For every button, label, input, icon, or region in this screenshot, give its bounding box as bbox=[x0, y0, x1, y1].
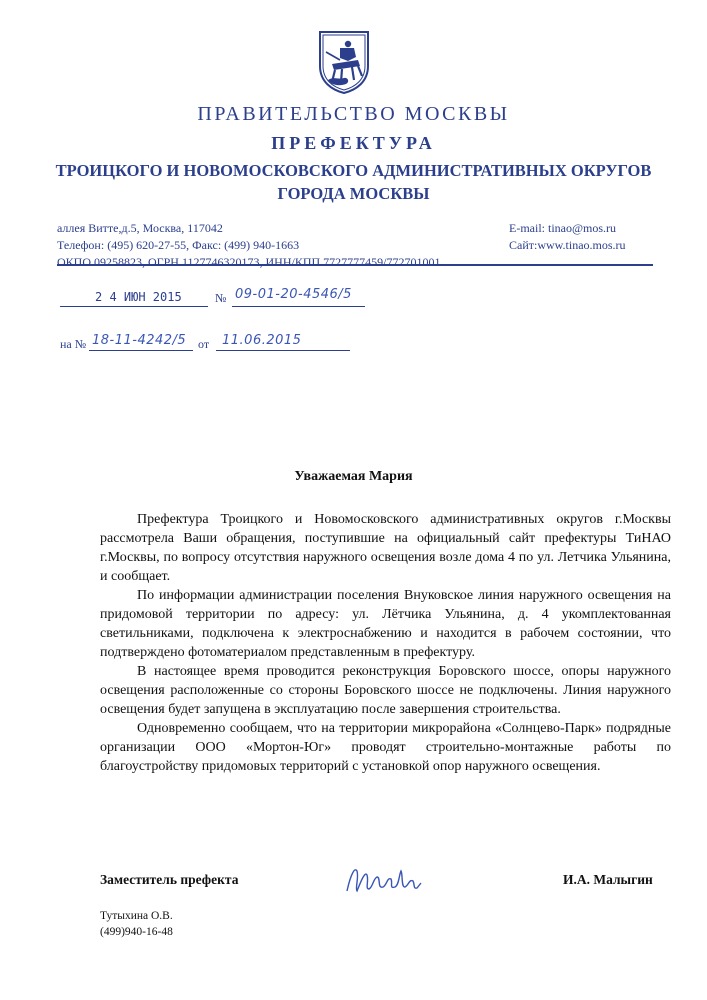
reply-label: на № bbox=[60, 337, 87, 351]
greeting: Уважаемая Мария bbox=[294, 469, 413, 484]
reply-date-underline bbox=[216, 350, 350, 351]
reply-date: 11.06.2015 bbox=[222, 333, 302, 348]
registration-date: 2 4 ИЮН 2015 bbox=[95, 290, 182, 304]
address: аллея Витте,д.5, Москва, 117042 bbox=[57, 221, 223, 235]
handwritten-signature bbox=[343, 861, 425, 897]
email: E-mail: tinao@mos.ru bbox=[509, 221, 617, 235]
phone-fax: Телефон: (495) 620-27-55, Факс: (499) 940-1663 bbox=[57, 238, 300, 252]
moscow-coat-of-arms-icon bbox=[318, 30, 370, 94]
registration-number: 09-01-20-4546/5 bbox=[235, 287, 352, 302]
signatory-name: И.А. Малыгин bbox=[563, 872, 653, 887]
prefecture-title: ПРЕФЕКТУРА bbox=[271, 133, 436, 153]
registry-codes: ОКПО 09258823, ОГРН 1127746320173, ИНН/КПП 7727777459/772701001 bbox=[57, 255, 441, 269]
header-divider bbox=[57, 264, 653, 266]
from-label: от bbox=[198, 337, 210, 351]
paragraph: Одновременно сообщаем, что на территории микрорайона «Солнцево-Парк» подрядные организации ООО «Мортон-Юг» проводят строительно-монтажные работы по благоустройству придомовых территорий с установкой опор наружного освещения. bbox=[100, 721, 671, 774]
government-title: ПРАВИТЕЛЬСТВО МОСКВЫ bbox=[197, 103, 510, 125]
reply-number-underline bbox=[89, 350, 193, 351]
paragraph: По информации администрации поселения Внуковское линия наружного освещения на придомовой территории по адресу: ул. Лётчика Ульянина, д. 4 укомплектованная светильниками, подключена к электроснабжению и находится в рабочем состоянии, что подтверждено фотоматериалом представленным в префектуру. bbox=[100, 588, 671, 660]
website: Сайт:www.tinao.mos.ru bbox=[509, 238, 626, 252]
reply-number: 18-11-4242/5 bbox=[92, 333, 187, 348]
signatory-title: Заместитель префекта bbox=[100, 872, 239, 887]
number-underline bbox=[232, 306, 365, 307]
executor-info bbox=[100, 908, 173, 940]
districts-title-line2: ГОРОДА МОСКВЫ bbox=[277, 184, 430, 203]
letter-body bbox=[100, 510, 671, 776]
date-underline bbox=[60, 306, 208, 307]
districts-title-line1: ТРОИЦКОГО И НОВОМОСКОВСКОГО АДМИНИСТРАТИВНЫХ ОКРУГОВ bbox=[55, 161, 652, 180]
number-label: № bbox=[215, 291, 227, 305]
executor-phone: (499)940-16-48 bbox=[100, 926, 173, 938]
paragraph: Префектура Троицкого и Новомосковского административных округов г.Москвы рассмотрела Ваши обращения, поступившие на официальный сайт префектуры ТиНАО г.Москвы, по вопросу отсутствия наружного освещения возле дома 4 по ул. Летчика Ульянина, и сообщает. bbox=[100, 512, 671, 584]
executor-name: Тутыхина О.В. bbox=[100, 910, 173, 922]
paragraph: В настоящее время проводится реконструкция Боровского шоссе, опоры наружного освещения расположенные со стороны Боровского шоссе не подключены. Линия наружного освещения будет запущена в эксплуатацию после завершения строительства. bbox=[100, 664, 671, 717]
